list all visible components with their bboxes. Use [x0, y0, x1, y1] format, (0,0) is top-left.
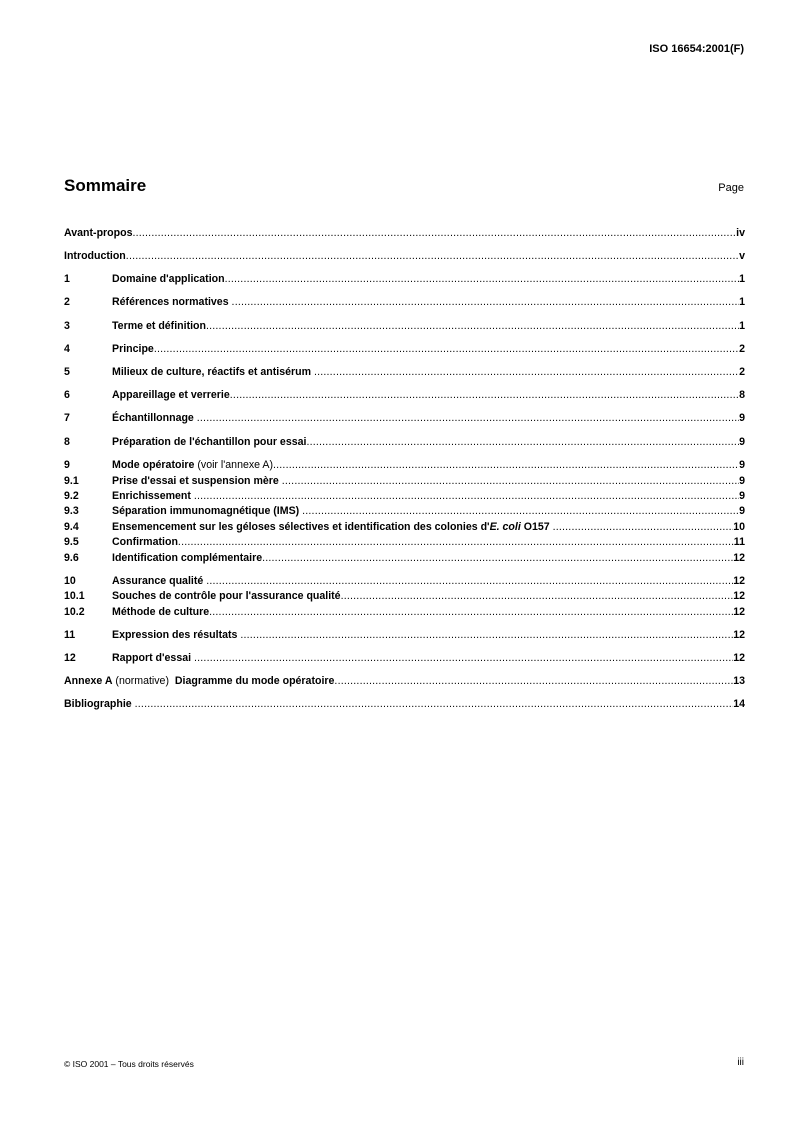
copyright-footer: © ISO 2001 – Tous droits réservés	[64, 1059, 194, 1069]
toc-entry-title: O157	[520, 521, 553, 533]
dot-leader	[314, 365, 739, 379]
toc-entry-title: Préparation de l'échantillon pour essai	[112, 436, 307, 448]
toc-entry-number: 10.1	[64, 590, 85, 602]
toc-entry-title: Avant-propos	[64, 227, 133, 239]
toc-entry-title: Annexe A	[64, 675, 113, 687]
dot-leader	[262, 551, 733, 565]
toc-entry-title: Terme et définition	[112, 320, 206, 332]
dot-leader	[132, 226, 736, 240]
toc-entry[interactable]	[64, 589, 745, 603]
toc-entry-page: 1	[739, 273, 745, 285]
toc-entry-page: 9	[739, 436, 745, 448]
dot-leader	[341, 589, 734, 603]
toc-entry[interactable]	[64, 249, 745, 263]
toc-entry[interactable]	[64, 319, 745, 333]
toc-entry-title: Assurance qualité	[112, 575, 207, 587]
toc-entry-page: iv	[736, 227, 745, 239]
toc-entry-title: Références normatives	[112, 296, 232, 308]
toc-entry-title: Mode opératoire	[112, 459, 195, 471]
toc-entry-page: 13	[733, 675, 745, 687]
toc-entry[interactable]	[64, 520, 745, 534]
dot-leader	[194, 651, 733, 665]
dot-leader	[135, 697, 734, 711]
toc-entry[interactable]	[64, 474, 745, 488]
toc-entry-number: 1	[64, 273, 70, 285]
toc-entry-page: 1	[739, 296, 745, 308]
dot-leader	[273, 458, 739, 472]
dot-leader	[225, 272, 740, 286]
toc-entry[interactable]	[64, 272, 745, 286]
dot-leader	[194, 489, 739, 503]
toc-entry-number: 11	[64, 629, 76, 641]
toc-entry-page: 9	[739, 505, 745, 517]
toc-entry-page: 8	[739, 389, 745, 401]
toc-entry[interactable]	[64, 435, 745, 449]
toc-entry-title: Identification complémentaire	[112, 552, 263, 564]
toc-entry-page: 9	[739, 490, 745, 502]
toc-entry-number: 9.2	[64, 490, 79, 502]
toc-entry[interactable]	[64, 605, 745, 619]
toc-entry-number: 9.1	[64, 475, 79, 487]
toc-entry[interactable]	[64, 628, 745, 642]
dot-leader	[240, 628, 733, 642]
toc-entry[interactable]	[64, 674, 745, 688]
toc-entry-title: Ensemencement sur les géloses sélectives et identification des colonies d'	[112, 521, 490, 533]
toc-entry-number: 9	[64, 459, 70, 471]
toc-entry[interactable]	[64, 458, 745, 472]
toc-entry-page: 1	[739, 320, 745, 332]
toc-entry[interactable]	[64, 365, 745, 379]
toc-entry[interactable]	[64, 342, 745, 356]
toc-title: Sommaire	[64, 176, 147, 195]
toc-entry-page: 9	[739, 412, 745, 424]
toc-entry[interactable]	[64, 411, 745, 425]
dot-leader	[178, 535, 734, 549]
dot-leader	[154, 342, 739, 356]
toc-entry[interactable]	[64, 388, 745, 402]
toc-entry-page: 9	[739, 459, 745, 471]
toc-entry-title: Méthode de culture	[112, 606, 210, 618]
page-number: iii	[737, 1057, 744, 1068]
toc-entry[interactable]	[64, 697, 745, 711]
toc-entry-number: 10.2	[64, 606, 85, 618]
toc-entry-title: (normative)	[112, 675, 175, 687]
toc-entry-page: 2	[739, 366, 745, 378]
document-id: ISO 16654:2001(F)	[649, 43, 744, 55]
toc-entry-page: 12	[733, 575, 745, 587]
toc-entry-title: Prise d'essai et suspension mère	[112, 475, 282, 487]
toc-entry-page: 12	[733, 590, 745, 602]
toc-entry-number: 12	[64, 652, 76, 664]
toc-entry-page: 11	[733, 536, 745, 548]
toc-entry-title: Milieux de culture, réactifs et antisérum	[112, 366, 314, 378]
dot-leader	[302, 504, 739, 518]
toc-entry-title: E. coli	[489, 521, 521, 533]
dot-leader	[306, 435, 739, 449]
dot-leader	[232, 295, 740, 309]
dot-leader	[126, 249, 739, 263]
toc-entry-number: 9.6	[64, 552, 79, 564]
toc-entry-number: 4	[64, 343, 70, 355]
toc-entry-page: 2	[739, 343, 745, 355]
toc-entry-page: 9	[739, 475, 745, 487]
toc-entry[interactable]	[64, 295, 745, 309]
toc-entry-title: Domaine d'application	[112, 273, 225, 285]
toc-entry-title: Souches de contrôle pour l'assurance qualité	[112, 590, 341, 602]
toc-entry-title: Bibliographie	[64, 698, 135, 710]
toc-entry-number: 6	[64, 389, 70, 401]
toc-entry-title: Séparation immunomagnétique (IMS)	[112, 505, 303, 517]
toc-entry[interactable]	[64, 226, 745, 240]
toc-entry-title: Expression des résultats	[112, 629, 241, 641]
dot-leader	[230, 388, 739, 402]
toc-entry-number: 9.3	[64, 505, 79, 517]
toc-entry-title: Échantillonnage	[112, 412, 197, 424]
toc-entry-page: 12	[733, 629, 745, 641]
dot-leader	[282, 474, 739, 488]
toc-entry[interactable]	[64, 535, 745, 549]
toc-entry-number: 7	[64, 412, 70, 424]
toc-entry-title: Diagramme du mode opératoire	[174, 675, 335, 687]
toc-entry-title: Confirmation	[112, 536, 178, 548]
dot-leader	[206, 574, 733, 588]
toc-entry-number: 9.5	[64, 536, 79, 548]
toc-entry-number: 8	[64, 436, 70, 448]
toc-entry-page: v	[739, 250, 745, 262]
toc-entry-title: Introduction	[64, 250, 126, 262]
toc-entry-page: 12	[733, 552, 745, 564]
toc-entry-number: 9.4	[64, 521, 79, 533]
toc-entry-title: Rapport d'essai	[112, 652, 194, 664]
dot-leader	[197, 411, 739, 425]
page-column-label: Page	[718, 182, 744, 194]
toc-entry-title: Principe	[112, 343, 154, 355]
toc-entry[interactable]	[64, 651, 745, 665]
toc-entry[interactable]	[64, 574, 745, 588]
toc-entry-page: 10	[733, 521, 745, 533]
toc-entry-page: 14	[733, 698, 745, 710]
dot-leader	[209, 605, 733, 619]
toc-entry[interactable]	[64, 551, 745, 565]
toc-entry-page: 12	[733, 652, 745, 664]
toc-entry-title: Appareillage et verrerie	[112, 389, 230, 401]
dot-leader	[553, 520, 734, 534]
toc-entry-number: 2	[64, 296, 70, 308]
toc-entry-number: 10	[64, 575, 76, 587]
toc-entry-number: 5	[64, 366, 70, 378]
dot-leader	[334, 674, 733, 688]
toc-entry-title: (voir l'annexe A)	[194, 459, 273, 471]
toc-entry[interactable]	[64, 489, 745, 503]
toc-entry-page: 12	[733, 606, 745, 618]
toc-entry-number: 3	[64, 320, 70, 332]
dot-leader	[206, 319, 739, 333]
toc-entry[interactable]	[64, 504, 745, 518]
toc-entry-title: Enrichissement	[112, 490, 194, 502]
